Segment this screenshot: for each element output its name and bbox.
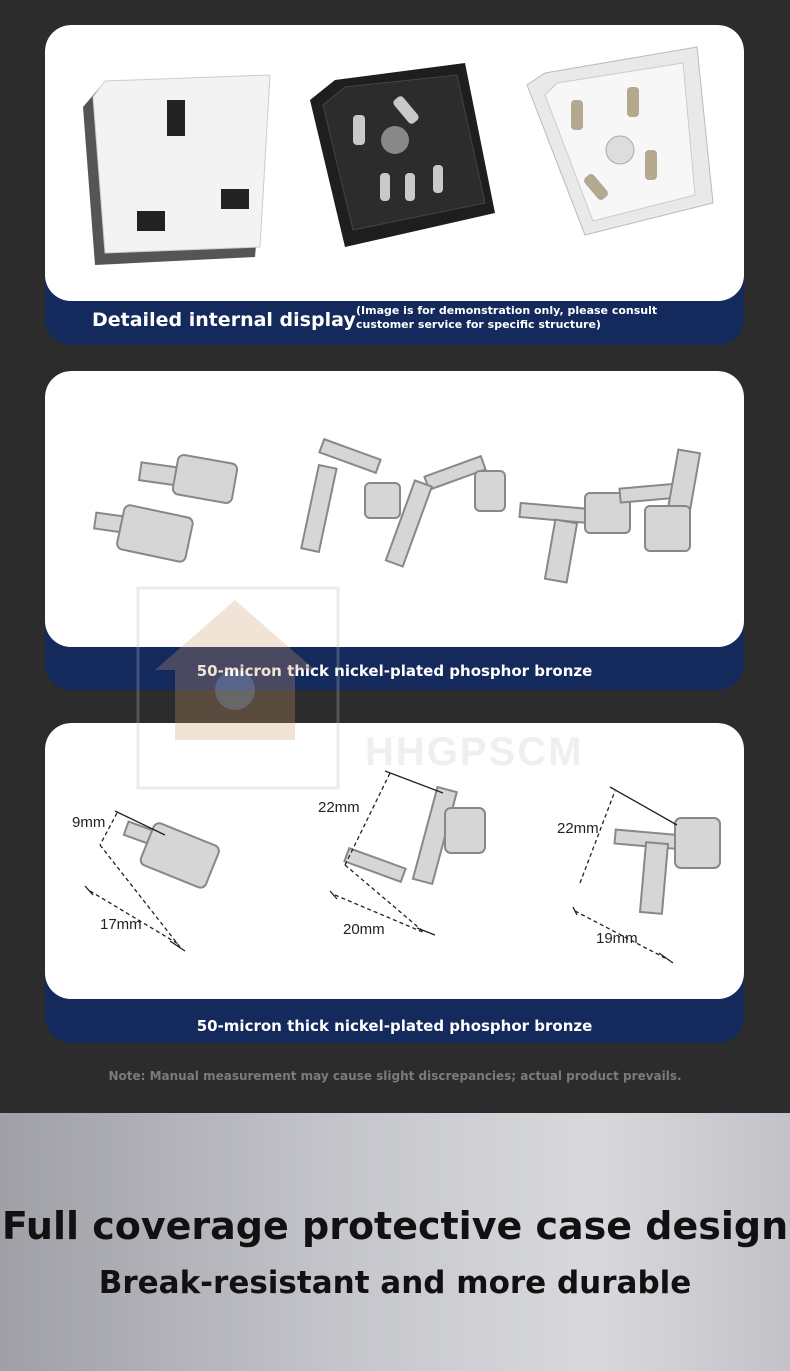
headline: Full coverage protective case design bbox=[1, 1204, 789, 1248]
black-socket-internal-image bbox=[310, 63, 495, 247]
dimension-label: 9mm bbox=[72, 814, 106, 831]
panel-caption: 50-micron thick nickel-plated phosphor bronze bbox=[196, 662, 593, 680]
panel-caption: 50-micron thick nickel-plated phosphor bronze bbox=[196, 1017, 593, 1035]
contact-pair-3-image bbox=[520, 450, 701, 583]
dimension-label: 22mm bbox=[557, 820, 599, 837]
dimension-illustrations bbox=[45, 723, 744, 999]
white-socket-front-image bbox=[83, 75, 270, 265]
materials-panel bbox=[45, 371, 744, 690]
dimension-label: 20mm bbox=[343, 921, 385, 938]
contact-illustrations bbox=[45, 371, 744, 647]
watermark-text: HHGPSCM bbox=[365, 730, 584, 774]
footnote: Note: Manual measurement may cause slight discrepancies; actual product prevails. bbox=[108, 1069, 682, 1083]
contact-medium-image bbox=[344, 848, 405, 882]
dimension-label: 22mm bbox=[318, 799, 360, 816]
internal-display-panel bbox=[45, 25, 744, 345]
contact-pair-1-image bbox=[94, 454, 238, 563]
socket-images-area bbox=[45, 25, 744, 301]
contacts-images-area bbox=[45, 371, 744, 647]
panel-title: Detailed internal display bbox=[92, 309, 356, 331]
dimensions-panel bbox=[45, 723, 744, 1043]
socket-illustrations bbox=[45, 25, 744, 301]
subheadline: Break-resistant and more durable bbox=[98, 1265, 692, 1301]
dimension-label: 17mm bbox=[100, 916, 142, 933]
dimension-label: 19mm bbox=[596, 930, 638, 947]
white-socket-internal-image bbox=[527, 47, 713, 235]
dimension-images-area bbox=[45, 723, 744, 999]
contact-pair-2-image bbox=[301, 439, 505, 566]
panel-note: (Image is for demonstration only, please consult customer service for specific structure) bbox=[356, 304, 658, 331]
